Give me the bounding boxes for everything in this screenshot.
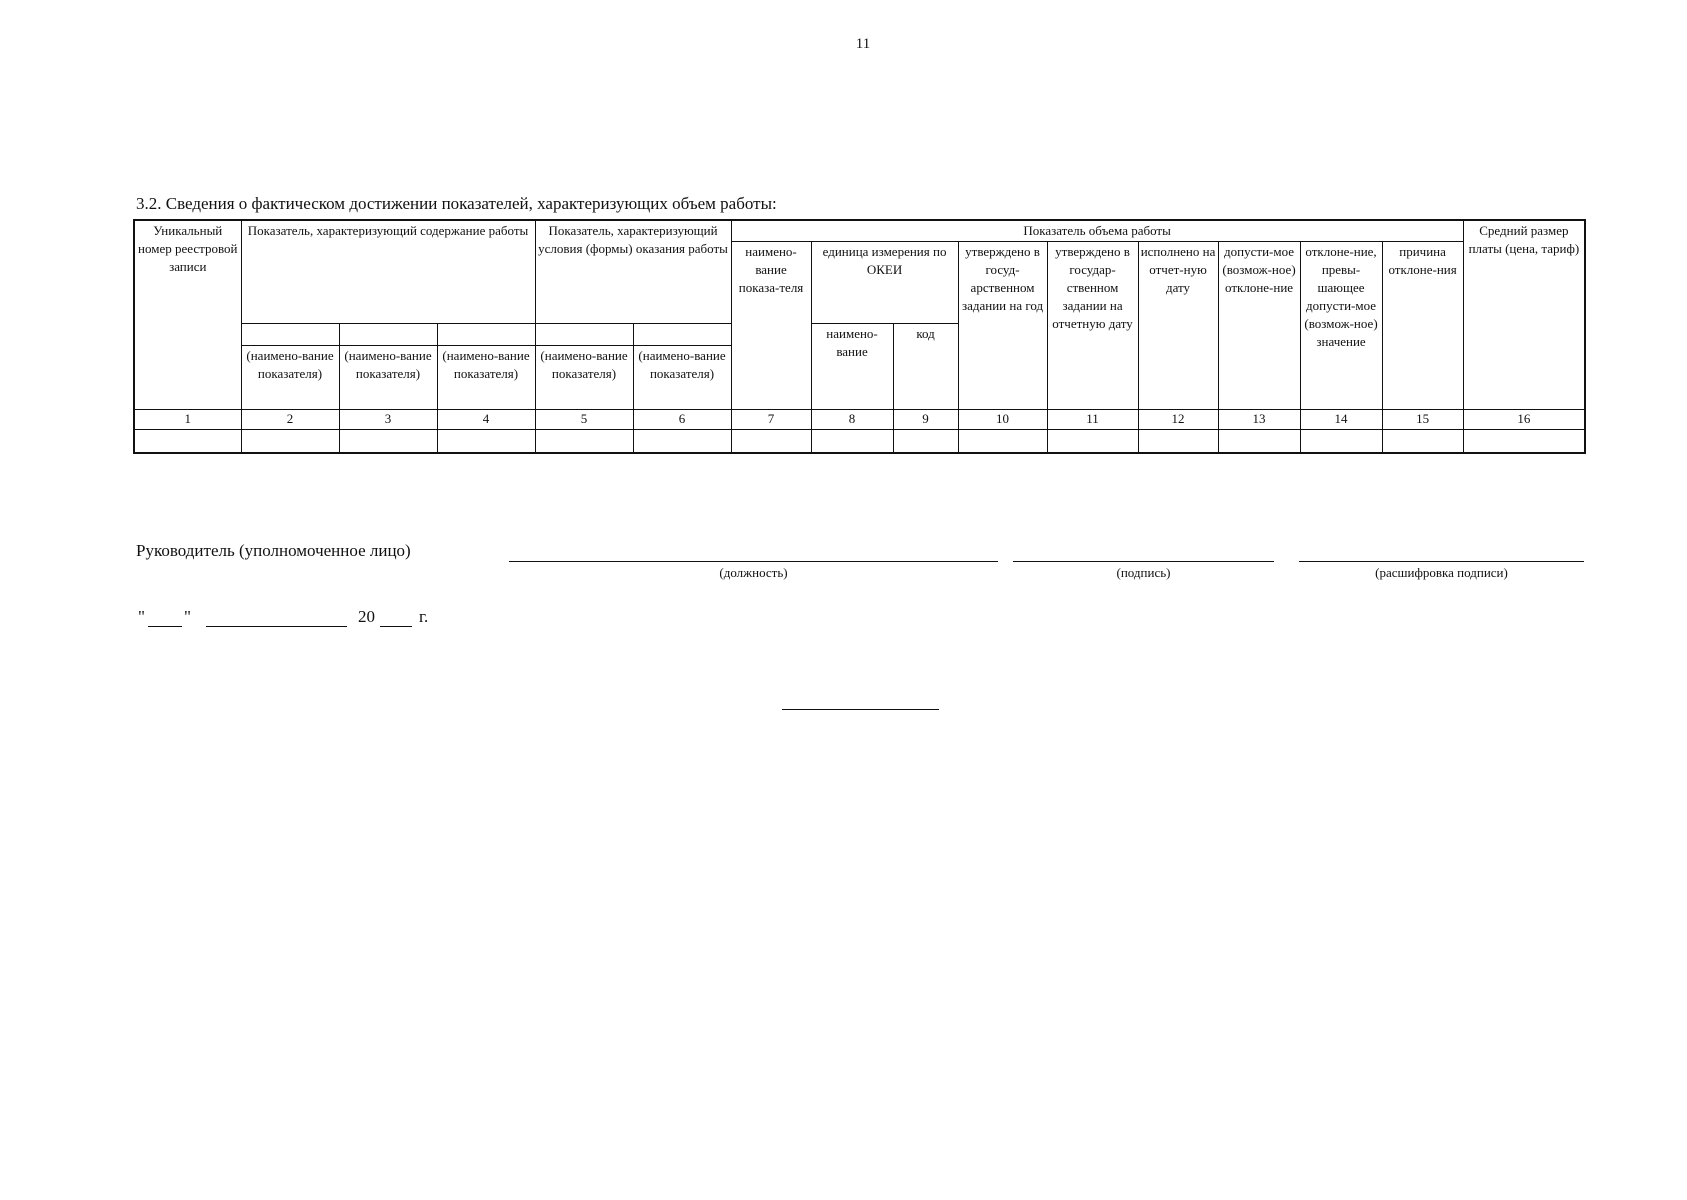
data-cell[interactable] <box>241 430 339 454</box>
column-number: 15 <box>1382 410 1463 430</box>
header-approved-date: утверждено в государ-ственном задании на отчетную дату <box>1047 242 1138 410</box>
blank-cell <box>437 324 535 346</box>
blank-cell <box>535 324 633 346</box>
column-number: 9 <box>893 410 958 430</box>
column-number: 12 <box>1138 410 1218 430</box>
month-blank[interactable] <box>206 626 347 627</box>
data-cell[interactable] <box>633 430 731 454</box>
column-number: 10 <box>958 410 1047 430</box>
data-cell[interactable] <box>731 430 811 454</box>
column-number: 8 <box>811 410 893 430</box>
page-number: 11 <box>855 36 871 52</box>
header-content-indicator: Показатель, характеризующий содержание работы <box>241 220 535 324</box>
sub-indicator-name: (наимено-вание показателя) <box>437 346 535 410</box>
header-approved-year: утверждено в госуд-арственном задании на год <box>958 242 1047 410</box>
table-row <box>134 430 1585 454</box>
column-number: 13 <box>1218 410 1300 430</box>
header-average-fee: Средний размер платы (цена, тариф) <box>1463 220 1585 410</box>
header-exceeding-deviation: отклоне-ние, превы-шающее допусти-мое (возмож-ное) значение <box>1300 242 1382 410</box>
position-caption: (должность) <box>719 565 788 580</box>
section-title: 3.2. Сведения о фактическом достижении показателей, характеризующих объем работы: <box>136 194 777 213</box>
sub-indicator-name: (наимено-вание показателя) <box>339 346 437 410</box>
decoding-line[interactable] <box>1299 561 1584 562</box>
data-cell[interactable] <box>1047 430 1138 454</box>
data-cell[interactable] <box>1218 430 1300 454</box>
header-unit-code: код <box>893 324 958 410</box>
header-unit-name: наимено-вание <box>811 324 893 410</box>
end-rule <box>782 709 939 710</box>
sub-indicator-name: (наимено-вание показателя) <box>535 346 633 410</box>
year-prefix: 20 <box>358 607 375 626</box>
column-number: 1 <box>134 410 241 430</box>
data-cell[interactable] <box>1300 430 1382 454</box>
data-cell[interactable] <box>958 430 1047 454</box>
sub-indicator-name: (наимено-вание показателя) <box>241 346 339 410</box>
column-number: 5 <box>535 410 633 430</box>
header-deviation-reason: причина отклоне-ния <box>1382 242 1463 410</box>
year-blank[interactable] <box>380 626 412 627</box>
header-unit-okei: единица измерения по ОКЕИ <box>811 242 958 324</box>
data-cell[interactable] <box>811 430 893 454</box>
column-number: 4 <box>437 410 535 430</box>
blank-cell <box>241 324 339 346</box>
header-unique-number: Уникальный номер реестровой записи <box>134 220 241 410</box>
header-volume-indicator: Показатель объема работы <box>731 220 1463 242</box>
blank-cell <box>339 324 437 346</box>
column-number: 6 <box>633 410 731 430</box>
data-cell[interactable] <box>893 430 958 454</box>
date-quote-open: " <box>138 607 145 626</box>
header-allowed-deviation: допусти-мое (возмож-ное) отклоне-ние <box>1218 242 1300 410</box>
data-cell[interactable] <box>134 430 241 454</box>
data-cell[interactable] <box>339 430 437 454</box>
header-indicator-name: наимено-вание показа-теля <box>731 242 811 410</box>
blank-cell <box>633 324 731 346</box>
report-table <box>133 219 1586 454</box>
data-cell[interactable] <box>1463 430 1585 454</box>
column-number: 2 <box>241 410 339 430</box>
column-number: 3 <box>339 410 437 430</box>
data-cell[interactable] <box>437 430 535 454</box>
signature-caption: (подпись) <box>1116 565 1171 580</box>
year-suffix: г. <box>419 607 429 626</box>
sub-indicator-name: (наимено-вание показателя) <box>633 346 731 410</box>
day-blank[interactable] <box>148 626 182 627</box>
header-conditions-indicator: Показатель, характеризующий условия (формы) оказания работы <box>535 220 731 324</box>
header-executed: исполнено на отчет-ную дату <box>1138 242 1218 410</box>
column-number: 14 <box>1300 410 1382 430</box>
data-cell[interactable] <box>535 430 633 454</box>
data-cell[interactable] <box>1138 430 1218 454</box>
column-number: 11 <box>1047 410 1138 430</box>
signer-label: Руководитель (уполномоченное лицо) <box>136 541 411 560</box>
position-line[interactable] <box>509 561 998 562</box>
decoding-caption: (расшифровка подписи) <box>1375 565 1508 580</box>
signature-line[interactable] <box>1013 561 1274 562</box>
date-quote-close: " <box>184 607 191 626</box>
column-number: 7 <box>731 410 811 430</box>
data-cell[interactable] <box>1382 430 1463 454</box>
column-number: 16 <box>1463 410 1585 430</box>
